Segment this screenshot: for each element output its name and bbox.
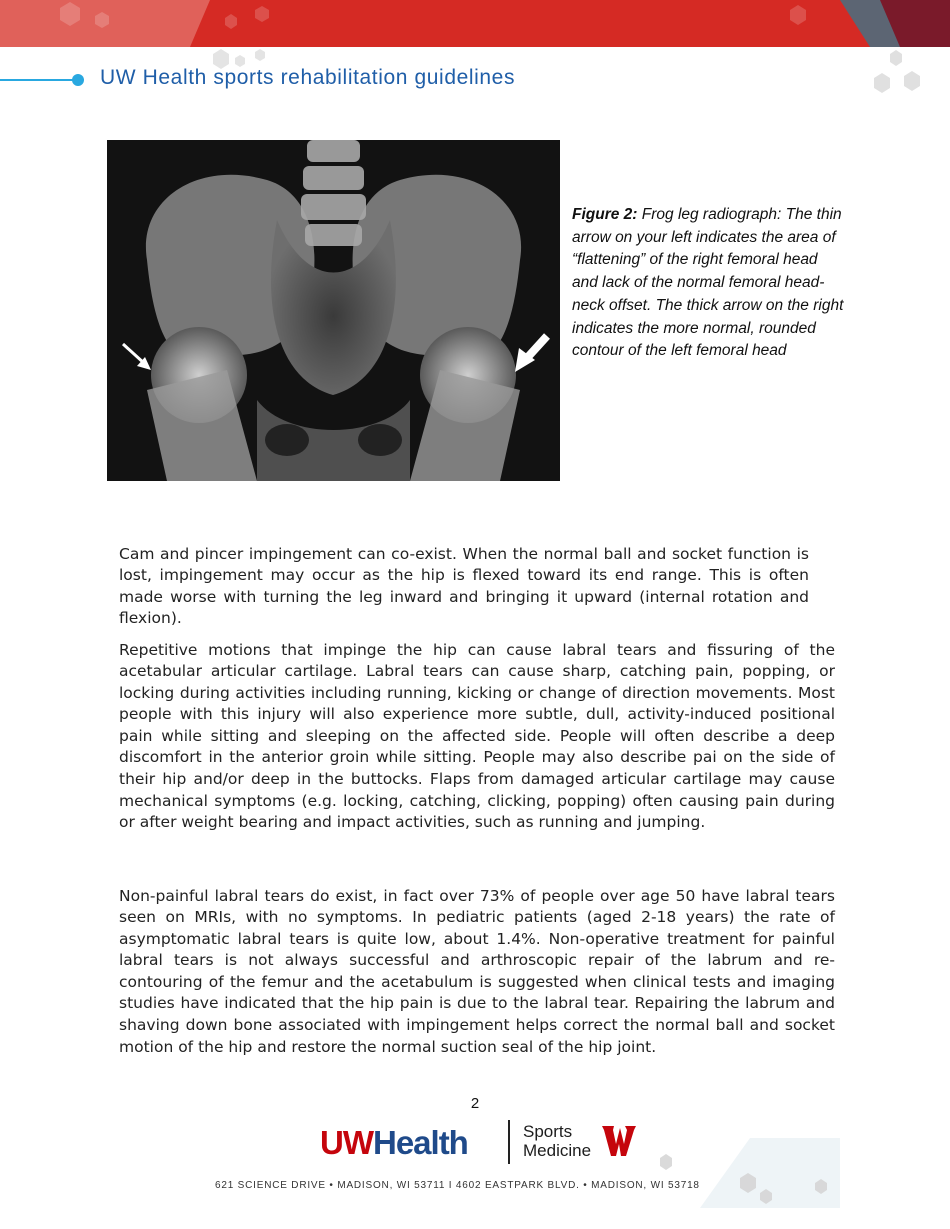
wisconsin-w-icon [600, 1122, 638, 1158]
logo-divider [508, 1120, 510, 1164]
figure-caption [572, 204, 847, 363]
figure-label: Figure 2: [572, 206, 638, 223]
paragraph-impingement: Cam and pincer impingement can co-exist. When the normal ball and socket function is lost, impingement may occur as the hip is flexed toward its end range. This is often made worse with turning the leg inward and bringing it upward (internal rotation and flexion). [119, 544, 809, 628]
paragraph-labral-tears: Repetitive motions that impinge the hip can cause labral tears and fissuring of the acetabular articular cartilage. Labral tears can cause sharp, catching pain, popping, or locking during activities including running, kicking or change of direction movements. Most people with this injury will also experience more subtle, dull, activity-induced positional pain while sitting and sleeping on the affected side. People will often describe a deep discomfort in the anterior groin while sitting. People may also describe pai on the side of their hip and/or deep in the buttocks. Flaps from damaged articular cartilage may cause mechanical symptoms (e.g. locking, catching, clicking, popping) often causing pain during or after weight bearing and impact activities, such as running and jumping. [119, 640, 835, 832]
hexagon-decoration-top-right [860, 48, 940, 98]
top-banner [0, 0, 950, 47]
footer-address: 621 SCIENCE DRIVE • MADISON, WI 53711 I 4602 EASTPARK BLVD. • MADISON, WI 53718 [215, 1180, 700, 1191]
paragraph-treatment: Non-painful labral tears do exist, in fact over 73% of people over age 50 have labral tears seen on MRIs, with no symptoms. In pediatric patients (aged 2-18 years) the rate of asymptomatic labral tears is quite low, about 1.4%. Non-operative treatment for painful labral tears is not always successful and arthroscopic repair of the labrum and re-contouring of the femur and the acetabulum is suggested when clinical tests and imaging studies have indicated that the hip pain is due to the labral tear. Repairing the labrum and shaving down bone associated with impingement helps correct the normal ball and socket motion of the hip and restore the normal suction seal of the hip joint. [119, 886, 835, 1056]
radiograph-image [107, 140, 560, 481]
sports-medicine-label: Sports Medicine [523, 1122, 592, 1160]
uw-health-wordmark: UWHealth [320, 1124, 468, 1161]
hexagon-decoration-footer [640, 1118, 840, 1208]
header-rule [0, 79, 76, 81]
page-number: 2 [470, 1095, 480, 1112]
header-bullet [72, 74, 84, 86]
header-title: UW Health sports rehabilitation guidelines [100, 66, 516, 89]
figure-caption-text: Frog leg radiograph: The thin arrow on your left indicates the area of “flattening” of the right femoral head and lack of the normal femoral head-neck offset. The thick arrow on the right indicates the more normal, rounded contour of the left femoral head [572, 206, 844, 360]
